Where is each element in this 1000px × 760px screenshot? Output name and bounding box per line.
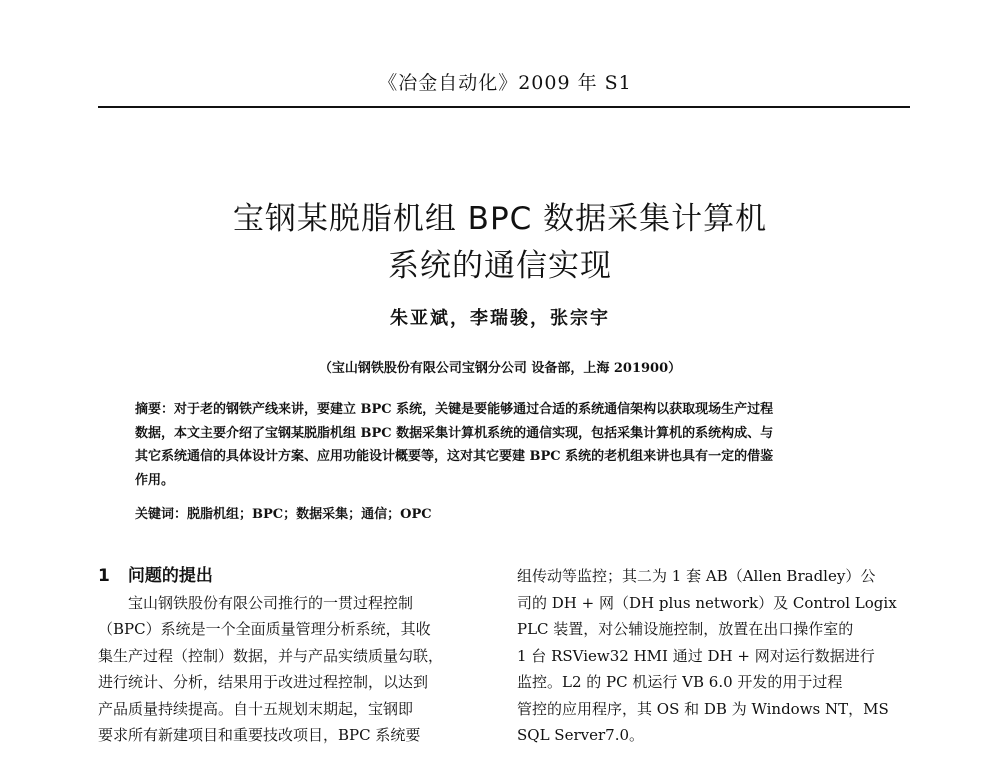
journal-header: 《冶金自动化》2009 年 S1	[378, 72, 632, 94]
keywords-label: 关键词：	[135, 507, 188, 522]
body-line: 产品质量持续提高。自十五规划末期起，宝钢即	[98, 699, 414, 718]
abstract-line-2: 数据，本文主要介绍了宝钢某脱脂机组 BPC 数据采集计算机系统的通信实现，包括采集计算机的系统构成、与	[135, 425, 774, 441]
right-column	[517, 563, 910, 749]
body-line: 要求所有新建项目和重要技改项目，BPC 系统要	[98, 726, 421, 744]
authors: 朱亚斌，李瑞骏，张宗宇	[390, 308, 610, 329]
abstract-line-3: 其它系统通信的具体设计方案、应用功能设计概要等，这对其它要建 BPC 系统的老机组来讲也具有一定的借鉴	[135, 449, 774, 464]
body-line: 组传动等监控；其二为 1 套 AB（Allen Bradley）公	[517, 567, 876, 585]
keywords-text: 脱脂机组；BPC；数据采集；通信；OPC	[187, 507, 432, 522]
abstract-label: 摘要：	[135, 402, 175, 417]
paper-title-line-1: 宝钢某脱脂机组 BPC 数据采集计算机	[232, 201, 768, 237]
body-line: SQL Server7.0。	[517, 726, 645, 744]
section-heading	[98, 563, 482, 590]
abstract	[135, 398, 880, 492]
body-line: PLC 装置，对公辅设施控制，放置在出口操作室的	[517, 620, 854, 638]
body-line: 管控的应用程序，其 OS 和 DB 为 Windows NT，MS	[517, 699, 889, 718]
keywords	[135, 503, 880, 522]
abstract-line-4: 作用。	[135, 472, 175, 488]
body-line: 宝山钢铁股份有限公司推行的一贯过程控制	[128, 593, 414, 612]
body-line: 监控。L2 的 PC 机运行 VB 6.0 开发的用于过程	[517, 673, 843, 691]
body-line: （BPC）系统是一个全面质量管理分析系统，其收	[98, 620, 431, 638]
left-column	[98, 563, 482, 749]
paper-title-line-2: 系统的通信实现	[388, 248, 612, 284]
section-number: 1	[98, 566, 110, 586]
body-line: 进行统计、分析，结果用于改进过程控制，以达到	[98, 673, 429, 691]
section-title: 问题的提出	[127, 566, 213, 586]
body-line: 1 台 RSView32 HMI 通过 DH + 网对运行数据进行	[517, 646, 875, 665]
body-line: 司的 DH + 网（DH plus network）及 Control Logix	[517, 593, 897, 612]
header-rule	[98, 106, 910, 108]
abstract-line-1: 摘要：对于老的钢铁产线来讲，要建立 BPC 系统，关键是要能够通过合适的系统通信架构以获取现场生产过程	[135, 402, 774, 417]
body-line: 集生产过程（控制）数据，并与产品实绩质量勾联，	[98, 646, 444, 665]
affiliation: （宝山钢铁股份有限公司宝钢分公司 设备部，上海 201900）	[318, 361, 682, 376]
